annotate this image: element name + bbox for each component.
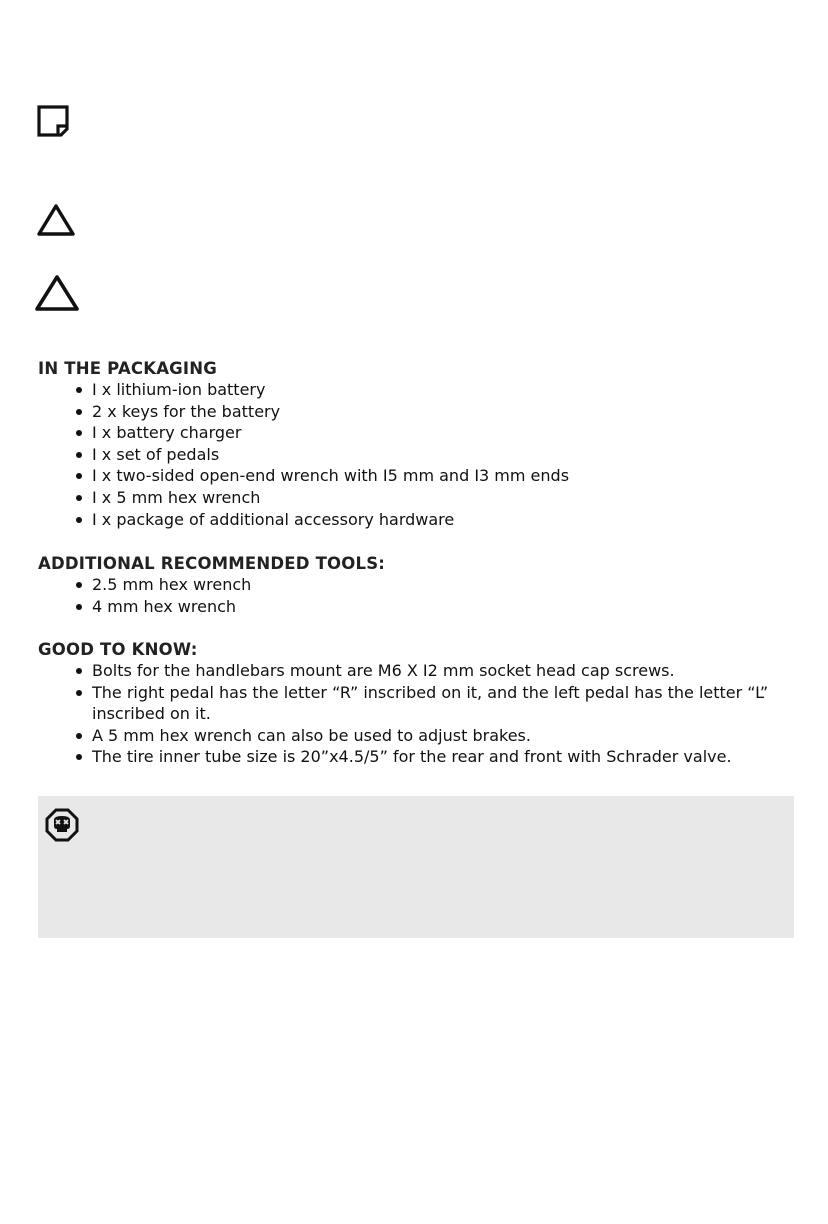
- list-item: I x battery charger: [38, 422, 808, 444]
- good-to-know-section: [38, 640, 808, 768]
- note-icon: [36, 104, 70, 138]
- list-item: I x 5 mm hex wrench: [38, 487, 808, 509]
- packaging-list: [38, 379, 808, 530]
- list-item: I x package of additional accessory hardware: [38, 509, 808, 531]
- list-item: Bolts for the handlebars mount are M6 X I2 mm socket head cap screws.: [38, 660, 808, 682]
- list-item: The right pedal has the letter “R” inscribed on it, and the left pedal has the letter “L” inscribed on it.: [38, 682, 808, 725]
- packaging-section: [38, 359, 808, 530]
- list-item: 2 x keys for the battery: [38, 401, 808, 423]
- tools-section: [38, 554, 808, 617]
- tools-heading: ADDITIONAL RECOMMENDED TOOLS:: [38, 554, 386, 573]
- danger-skull-icon: [45, 808, 79, 842]
- danger-notice-box: [38, 796, 794, 938]
- good-to-know-list: [38, 660, 808, 768]
- list-item: I x two-sided open-end wrench with I5 mm and I3 mm ends: [38, 465, 808, 487]
- list-item: A 5 mm hex wrench can also be used to adjust brakes.: [38, 725, 808, 747]
- packaging-heading: IN THE PACKAGING: [38, 359, 218, 378]
- warning-icon: [36, 203, 76, 237]
- good-to-know-heading: GOOD TO KNOW:: [38, 640, 198, 659]
- list-item: 4 mm hex wrench: [38, 596, 808, 618]
- list-item: The tire inner tube size is 20”x4.5/5” for the rear and front with Schrader valve.: [38, 746, 808, 768]
- caution-icon: [34, 274, 80, 312]
- list-item: 2.5 mm hex wrench: [38, 574, 808, 596]
- list-item: I x lithium-ion battery: [38, 379, 808, 401]
- tools-list: [38, 574, 808, 617]
- list-item: I x set of pedals: [38, 444, 808, 466]
